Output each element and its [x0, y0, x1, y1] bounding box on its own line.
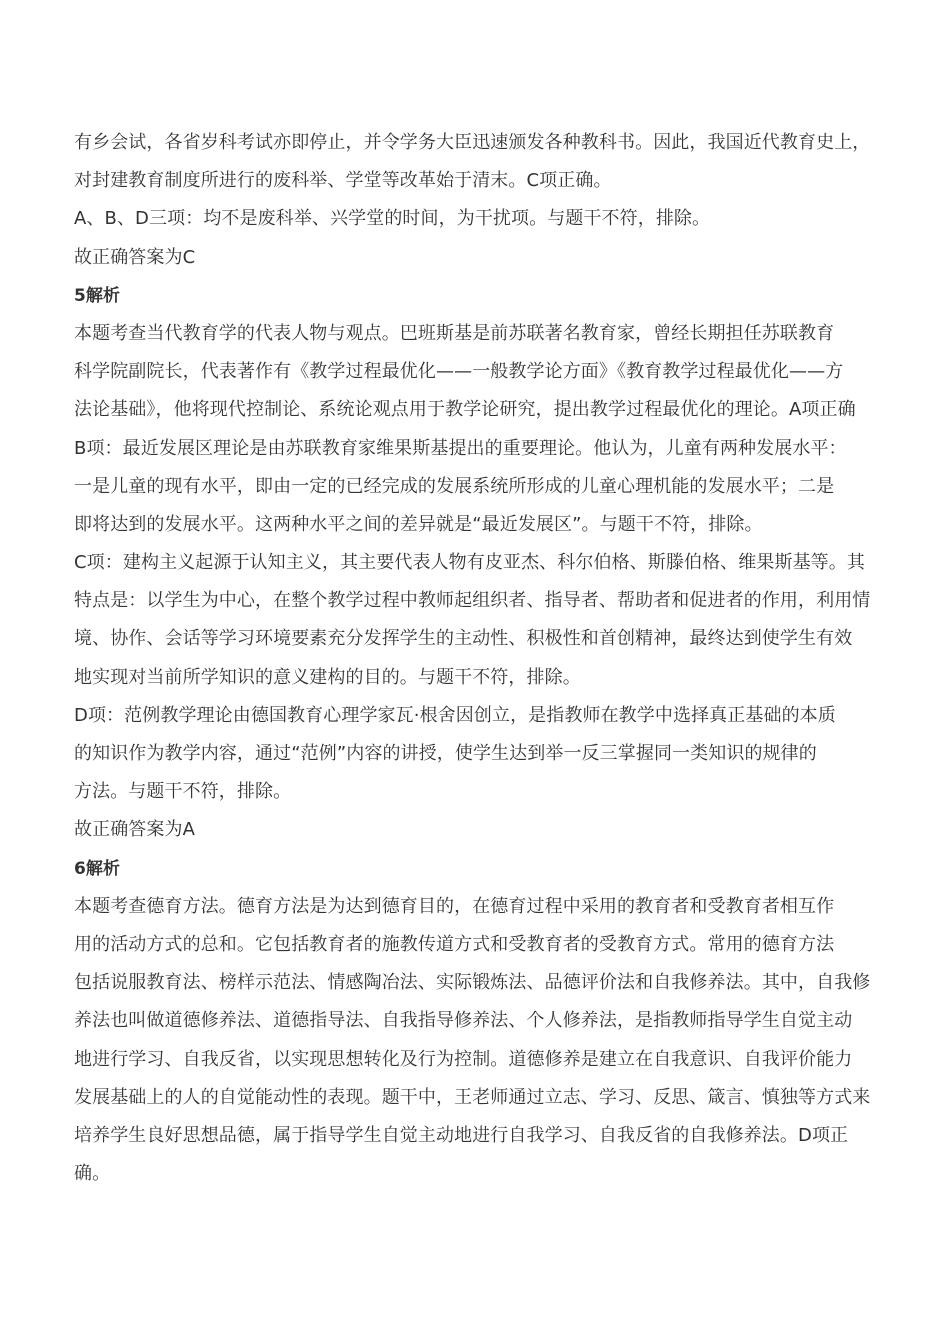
section-heading: 5解析 [74, 285, 121, 306]
text-line: 科学院副院长，代表著作有《教学过程最优化——一般教学论方面》《教育教学过程最优化——方 [74, 361, 844, 383]
text-line: D项：范例教学理论由德国教育心理学家瓦·根舍因创立，是指教师在教学中选择真正基础的本质 [74, 704, 836, 726]
text-line: 的知识作为教学内容，通过“范例”内容的讲授，使学生达到举一反三掌握同一类知识的规律的 [74, 743, 817, 764]
text-line: A、B、D三项：均不是废科举、兴学堂的时间，为干扰项。与题干不符，排除。 [74, 208, 711, 230]
text-line: 地实现对当前所学知识的意义建构的目的。与题干不符，排除。 [74, 666, 581, 688]
text-line: 确。 [74, 1163, 111, 1185]
text-line: B项：最近发展区理论是由苏联教育家维果斯基提出的重要理论。他认为，儿童有两种发展水平： [74, 437, 847, 459]
text-line: C项：建构主义起源于认知主义，其主要代表人物有皮亚杰、科尔伯格、斯滕伯格、维果斯基等。其 [74, 552, 865, 574]
text-line: 有乡会试，各省岁科考试亦即停止，并令学务大臣迅速颁发各种教科书。因此，我国近代教育史上， [74, 132, 871, 153]
text-body [74, 124, 880, 1193]
text-line: 地进行学习、自我反省，以实现思想转化及行为控制。道德修养是建立在自我意识、自我评价能力 [74, 1048, 853, 1070]
text-line: 方法。与题干不符，排除。 [74, 781, 292, 803]
text-line: 用的活动方式的总和。它包括教育者的施教传道方式和受教育者的受教育方式。常用的德育方法 [74, 933, 835, 955]
text-line: 法论基础》，他将现代控制论、系统论观点用于教学论研究，提出教学过程最优化的理论。A项正确 [74, 399, 856, 421]
text-line: 包括说服教育法、榜样示范法、情感陶冶法、实际锻炼法、品德评价法和自我修养法。其中，自我修 [74, 972, 871, 994]
text-line: 境、协作、会话等学习环境要素充分发挥学生的主动性、积极性和首创精神，最终达到使学生有效 [74, 628, 853, 650]
section-heading: 6解析 [74, 858, 121, 879]
text-line: 本题考查德育方法。德育方法是为达到德育目的，在德育过程中采用的教育者和受教育者相互作 [74, 895, 835, 917]
text-line: 特点是：以学生为中心，在整个教学过程中教师起组织者、指导者、帮助者和促进者的作用，利用情 [74, 590, 871, 612]
text-line: 发展基础上的人的自觉能动性的表现。题干中，王老师通过立志、学习、反思、箴言、慎独等方式来 [74, 1086, 871, 1108]
text-line: 故正确答案为C [74, 246, 196, 268]
text-line: 故正确答案为A [74, 819, 196, 841]
text-line: 培养学生良好思想品德，属于指导学生自觉主动地进行自我学习、自我反省的自我修养法。D项正 [74, 1124, 849, 1146]
text-line: 即将达到的发展水平。这两种水平之间的差异就是“最近发展区”。与题干不符，排除。 [74, 513, 763, 535]
text-line: 本题考查当代教育学的代表人物与观点。巴班斯基是前苏联著名教育家，曾经长期担任苏联教育 [74, 322, 835, 344]
text-line: 养法也叫做道德修养法、道德指导法、自我指导修养法、个人修养法，是指教师指导学生自觉主动 [74, 1010, 853, 1032]
document-page [74, 124, 880, 1193]
text-line: 对封建教育制度所进行的废科举、学堂等改革始于清末。C项正确。 [74, 170, 612, 192]
text-line: 一是儿童的现有水平，即由一定的已经完成的发展系统所形成的儿童心理机能的发展水平；二是 [74, 475, 835, 497]
